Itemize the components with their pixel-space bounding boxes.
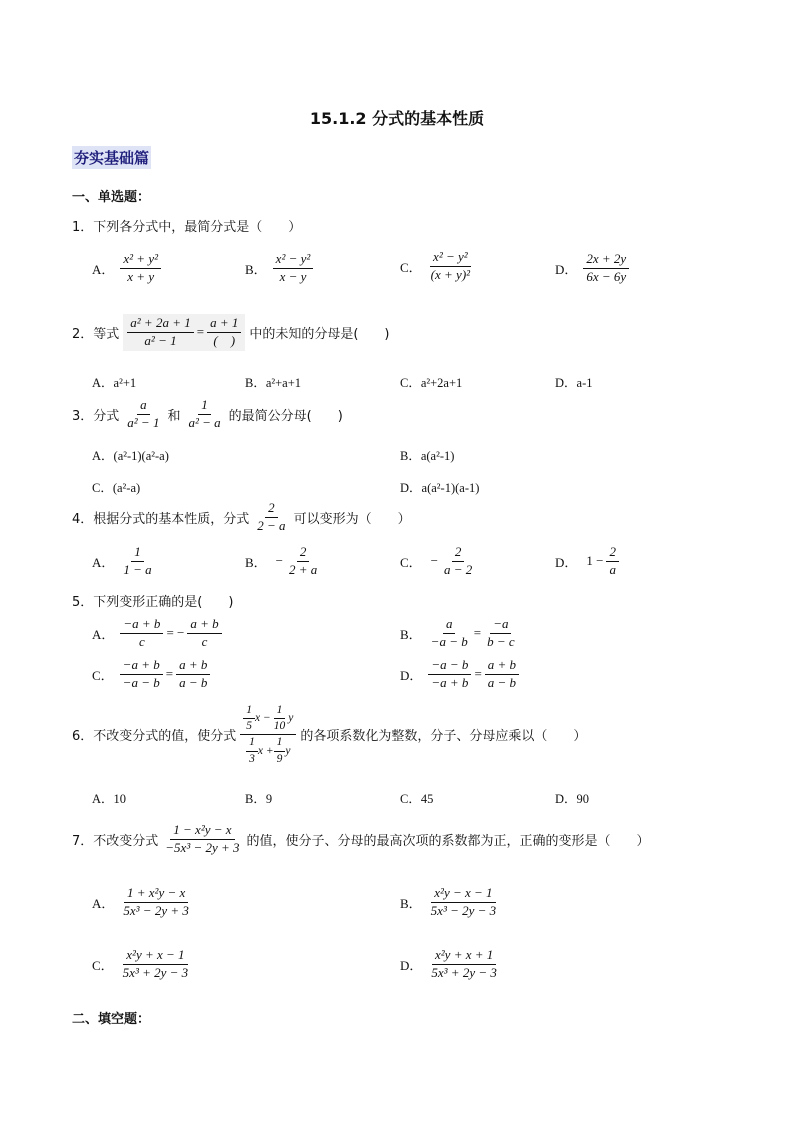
question-7-option-d[interactable] [400, 948, 500, 981]
fraction-denominator: 5x³ + 2y − 3 [431, 964, 497, 980]
question-4-option-b[interactable] [245, 545, 320, 578]
option-label: D． [400, 957, 423, 973]
question-1-option-b[interactable] [245, 252, 313, 285]
section-heading-2: 二、填空题： [72, 1012, 151, 1027]
fraction-numerator: a [137, 398, 150, 415]
fraction-denominator: 5x³ − 2y − 3 [430, 902, 497, 918]
fraction-denominator: 2 + a [289, 561, 318, 577]
page-title: 15.1.2 分式的基本性质 [309, 109, 485, 128]
fraction-denominator: a − b [179, 674, 208, 690]
equals-sign: = − [166, 625, 185, 641]
fraction-numerator: 1 [274, 736, 286, 751]
question-3-stem [72, 398, 343, 431]
fraction-numerator: 1 − x²y − x [170, 823, 234, 840]
question-2-option-d[interactable]: D．a-1 [555, 376, 593, 390]
fraction-numerator: 2 [265, 501, 278, 518]
equals-sign: = [196, 324, 205, 340]
fraction-numerator: 2x + 2y [583, 252, 629, 269]
option-label: C． [92, 667, 114, 683]
question-7-option-c[interactable] [92, 948, 191, 981]
option-label: D． [400, 667, 423, 683]
question-4-prefix: 4．根据分式的基本性质，分式 [72, 511, 250, 527]
fraction-numerator: 1 + x²y − x [124, 886, 188, 903]
question-7-prefix: 7．不改变分式 [72, 833, 159, 849]
fraction-denominator: 5 [246, 720, 253, 733]
fraction-numerator: −a + b [120, 658, 163, 675]
question-2-prefix: 2．等式 [72, 326, 120, 342]
question-4-option-a[interactable] [92, 545, 155, 578]
option-label: C． [400, 259, 422, 275]
option-label: C． [400, 554, 422, 570]
fraction-denominator: a [609, 561, 616, 577]
section-tag: 夯实基础篇 [72, 146, 151, 169]
question-6-option-c[interactable]: C．45 [400, 792, 434, 806]
term: y [285, 744, 291, 757]
fraction-numerator: x²y + x + 1 [432, 948, 496, 965]
question-3-and: 和 [167, 408, 181, 424]
fraction-denominator: −a + b [431, 674, 469, 690]
question-1-stem: 1．下列各分式中，最简分式是（ ） [72, 220, 302, 235]
equals-sign: = [165, 666, 174, 682]
fraction-denominator: −a − b [122, 674, 160, 690]
question-3-prefix: 3．分式 [72, 408, 120, 424]
question-5-option-b[interactable] [400, 617, 518, 650]
section-heading-1: 一、单选题： [72, 190, 151, 205]
question-6-stem [72, 704, 586, 766]
fraction-denominator: a² − 1 [127, 414, 160, 430]
option-label: A． [92, 261, 115, 277]
fraction-denominator: x − y [279, 268, 307, 284]
option-label: B． [400, 626, 422, 642]
question-6-complex-fraction [240, 704, 296, 766]
question-5-stem: 5．下列变形正确的是( ) [72, 595, 234, 610]
option-label: A． [92, 554, 115, 570]
fraction-denominator: c [139, 633, 145, 649]
option-label: B． [245, 554, 267, 570]
question-2-equation [123, 314, 245, 351]
fraction-denominator: a − 2 [444, 561, 473, 577]
question-3-suffix: 的最简公分母( ) [228, 408, 343, 424]
question-5-option-d[interactable] [400, 658, 519, 691]
fraction-numerator: a + b [187, 617, 221, 634]
fraction-numerator: −a [490, 617, 511, 634]
option-label: B． [400, 895, 422, 911]
question-6-option-a[interactable]: A．10 [92, 792, 127, 806]
fraction-denominator: −a − b [430, 633, 468, 649]
fraction-numerator: a + 1 [207, 316, 241, 333]
fraction-denominator: c [201, 633, 208, 649]
fraction-numerator: 2 [297, 545, 310, 562]
fraction-denominator: 10 [273, 720, 286, 733]
question-7-option-a[interactable] [92, 886, 192, 919]
fraction-numerator: x² − y² [273, 252, 314, 269]
fraction-denominator: 3 [249, 752, 255, 765]
sign: − [275, 553, 284, 569]
fraction-numerator: 2 [452, 545, 465, 562]
fraction-denominator: −5x³ − 2y + 3 [165, 839, 240, 855]
fraction-denominator: 5x³ − 2y + 3 [123, 902, 189, 918]
question-7-suffix: 的值，使分子、分母的最高次项的系数都为正，正确的变形是（ ） [246, 833, 650, 849]
question-1-option-d[interactable] [555, 252, 629, 285]
question-4-stem [72, 501, 411, 534]
equals-sign: = [473, 625, 482, 641]
question-6-prefix: 6．不改变分式的值，使分式 [72, 729, 237, 745]
question-6-option-b[interactable]: B．9 [245, 792, 273, 806]
option-label: D． [555, 261, 578, 277]
question-4-suffix: 可以变形为（ ） [293, 511, 411, 527]
fraction-denominator: 2 − a [257, 517, 286, 533]
option-label: B． [245, 261, 267, 277]
fraction-numerator: a [443, 617, 456, 634]
question-5-option-a[interactable] [92, 617, 222, 650]
fraction-denominator: 9 [276, 752, 283, 765]
fraction-numerator: x²y − x − 1 [431, 886, 495, 903]
fraction-numerator: 1 [131, 545, 144, 562]
fraction-numerator: x² − y² [430, 250, 471, 267]
question-4-option-d[interactable] [555, 545, 619, 578]
question-4-option-c[interactable] [400, 545, 475, 578]
fraction-denominator: 6x − 6y [586, 268, 627, 284]
question-2-stem [72, 314, 390, 351]
option-label: A． [92, 626, 115, 642]
fraction-numerator: 1 [274, 704, 286, 719]
question-6-option-d[interactable]: D．90 [555, 792, 590, 806]
question-7-option-b[interactable] [400, 886, 499, 919]
question-1-option-c[interactable] [400, 250, 473, 283]
term: y [288, 712, 294, 725]
fraction-numerator: a² + 2a + 1 [127, 316, 193, 333]
term: x − [255, 712, 271, 725]
fraction-numerator: a + b [176, 658, 210, 675]
fraction-numerator: 1 [198, 398, 211, 415]
question-2-suffix: 中的未知的分母是( ) [249, 326, 390, 342]
fraction-numerator: 2 [606, 545, 619, 562]
fraction-denominator: a² − 1 [144, 332, 177, 348]
fraction-denominator: a² − a [188, 414, 221, 430]
fraction-numerator: 1 [246, 736, 258, 751]
option-label: D． [555, 554, 578, 570]
question-2-option-c[interactable]: C．a²+2a+1 [400, 376, 463, 390]
fraction-numerator: x² + y² [120, 252, 161, 269]
question-7-stem [72, 823, 650, 856]
fraction-numerator: −a + b [120, 617, 163, 634]
option-label: A． [92, 895, 115, 911]
question-3-option-d[interactable]: D．a(a²-1)(a-1) [400, 481, 480, 495]
fraction-numerator: a + b [485, 658, 519, 675]
sign: − [430, 553, 439, 569]
fraction-denominator: b − c [487, 633, 515, 649]
fraction-numerator: 1 [243, 704, 255, 719]
term: x + [257, 744, 274, 757]
fraction-denominator: (x + y)² [430, 266, 471, 282]
sign: 1 − [586, 553, 604, 569]
question-5-option-c[interactable] [92, 658, 210, 691]
option-label: C． [92, 957, 114, 973]
fraction-numerator: −a − b [428, 658, 471, 675]
question-3-option-c[interactable]: C．(a²-a) [92, 481, 141, 495]
fraction-denominator: 5x³ + 2y − 3 [122, 964, 189, 980]
equals-sign: = [474, 666, 482, 682]
fraction-denominator: 1 − a [123, 561, 152, 577]
question-2-option-a[interactable]: A．a²+1 [92, 376, 137, 390]
fraction-denominator: ( ) [213, 332, 236, 348]
question-3-option-a[interactable]: A．(a²-1)(a²-a) [92, 449, 169, 463]
question-1-option-a[interactable] [92, 252, 161, 285]
question-2-option-b[interactable]: B．a²+a+1 [245, 376, 302, 390]
fraction-denominator: x + y [127, 268, 155, 284]
question-3-option-b[interactable]: B．a(a²-1) [400, 449, 455, 463]
fraction-numerator: x²y + x − 1 [123, 948, 187, 965]
fraction-denominator: a − b [487, 674, 517, 690]
question-6-suffix: 的各项系数化为整数，分子、分母应乘以（ ） [300, 729, 587, 745]
